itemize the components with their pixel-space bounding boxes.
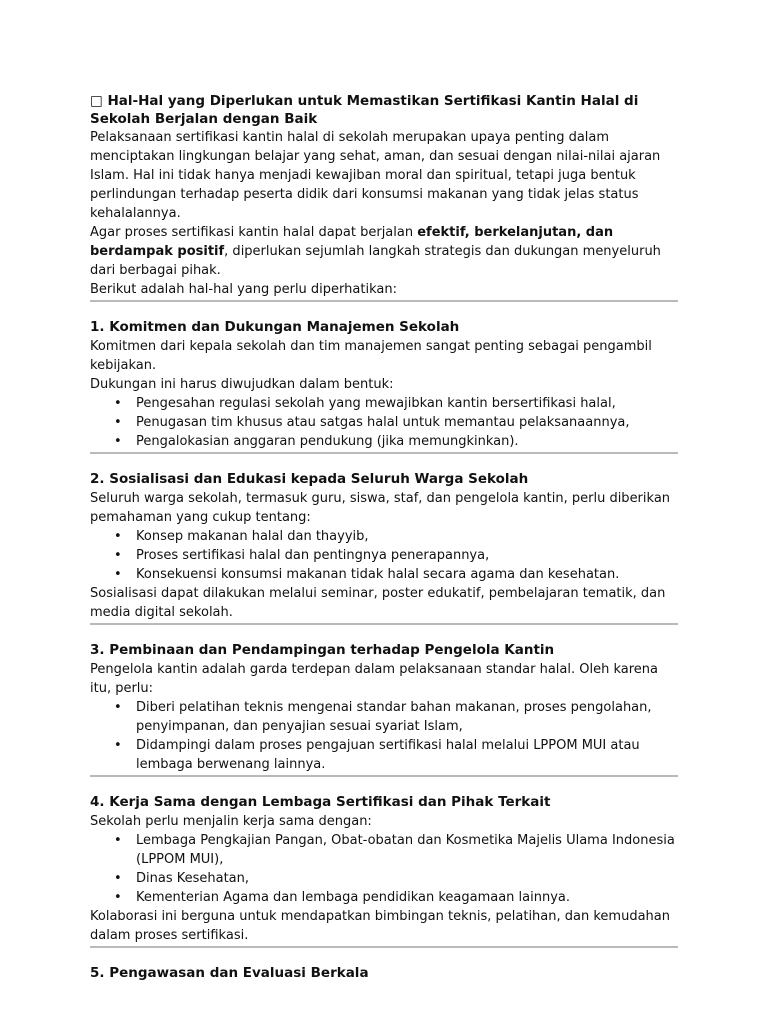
bullet-icon: • (114, 434, 122, 449)
section-3-list (90, 698, 678, 774)
section-divider (90, 452, 678, 454)
list-item-text: Kementerian Agama dan lembaga pendidikan keagamaan lainnya. (136, 890, 571, 905)
list-item-text: Diberi pelatihan teknis mengenai standar bahan makanan, proses pengolahan, penyimpanan, dan penyajian sesuai syariat Islam, (136, 700, 652, 734)
section-divider (90, 623, 678, 625)
list-item-text: Lembaga Pengkajian Pangan, Obat-obatan dan Kosmetika Majelis Ulama Indonesia (LPPOM MUI), (136, 833, 675, 867)
section-1-paragraph-2: Dukungan ini harus diwujudkan dalam bentuk: (90, 377, 394, 392)
bullet-icon: • (114, 396, 122, 411)
list-item-text: Didampingi dalam proses pengajuan sertifikasi halal melalui LPPOM MUI atau lembaga berwenang lainnya. (136, 738, 640, 772)
list-item-text: Dinas Kesehatan, (136, 871, 250, 886)
list-item (90, 546, 678, 565)
bullet-icon: • (114, 738, 122, 753)
list-item-text: Pengesahan regulasi sekolah yang mewajibkan kantin bersertifikasi halal, (136, 396, 616, 411)
intro-text-before: Agar proses sertifikasi kantin halal dapat berjalan (90, 225, 418, 240)
list-item (90, 394, 678, 413)
bullet-icon: • (114, 890, 122, 905)
section-1-paragraph-1: Komitmen dari kepala sekolah dan tim manajemen sangat penting sebagai pengambil kebijakan. (90, 339, 652, 373)
section-1-list (90, 394, 678, 451)
section-divider (90, 300, 678, 302)
section-3-title: 3. Pembinaan dan Pendampingan terhadap Pengelola Kantin (90, 642, 555, 658)
section-2-title: 2. Sosialisasi dan Edukasi kepada Seluruh Warga Sekolah (90, 471, 529, 487)
intro-paragraph-2 (90, 223, 678, 280)
list-item (90, 888, 678, 907)
list-item (90, 527, 678, 546)
section-2-paragraph-2: Sosialisasi dapat dilakukan melalui seminar, poster edukatif, pembelajaran tematik, dan media digital sekolah. (90, 586, 666, 620)
list-item-text: Pengalokasian anggaran pendukung (jika memungkinkan). (136, 434, 519, 449)
section-4-title: 4. Kerja Sama dengan Lembaga Sertifikasi dan Pihak Terkait (90, 794, 551, 810)
intro-paragraph-3: Berikut adalah hal-hal yang perlu diperhatikan: (90, 282, 397, 297)
list-item (90, 698, 678, 736)
list-item (90, 831, 678, 869)
list-item (90, 736, 678, 774)
document-title: □ Hal-Hal yang Diperlukan untuk Memastikan Sertifikasi Kantin Halal di Sekolah Berjalan dengan Baik (90, 93, 639, 127)
section-2-list (90, 527, 678, 584)
section-3-paragraph-1: Pengelola kantin adalah garda terdepan dalam pelaksanaan standar halal. Oleh karena itu, perlu: (90, 662, 659, 696)
intro-paragraph-1: Pelaksanaan sertifikasi kantin halal di sekolah merupakan upaya penting dalam menciptakan lingkungan belajar yang sehat, aman, dan sesuai dengan nilai-nilai ajaran Islam. Hal ini tidak hanya menjadi kewajiban moral dan spiritual, tetapi juga bentuk perlindungan terhadap peserta didik dari konsumsi makanan yang tidak jelas status kehalalannya. (90, 130, 661, 221)
list-item (90, 869, 678, 888)
list-item (90, 432, 678, 451)
section-4-list (90, 831, 678, 907)
section-divider (90, 946, 678, 948)
section-4-paragraph-2: Kolaborasi ini berguna untuk mendapatkan bimbingan teknis, pelatihan, dan kemudahan dalam proses sertifikasi. (90, 909, 670, 943)
bullet-icon: • (114, 548, 122, 563)
list-item-text: Konsekuensi konsumsi makanan tidak halal secara agama dan kesehatan. (136, 567, 620, 582)
bullet-icon: • (114, 415, 122, 430)
bullet-icon: • (114, 871, 122, 886)
list-item-text: Konsep makanan halal dan thayyib, (136, 529, 369, 544)
list-item-text: Proses sertifikasi halal dan pentingnya penerapannya, (136, 548, 490, 563)
section-1-title: 1. Komitmen dan Dukungan Manajemen Sekolah (90, 319, 460, 335)
bullet-icon: • (114, 529, 122, 544)
list-item-text: Penugasan tim khusus atau satgas halal untuk memantau pelaksanaannya, (136, 415, 630, 430)
list-item (90, 413, 678, 432)
bullet-icon: • (114, 833, 122, 848)
intro-text-after: , diperlukan sejumlah langkah strategis dan dukungan menyeluruh dari berbagai pihak. (90, 244, 661, 278)
section-4-paragraph-1: Sekolah perlu menjalin kerja sama dengan: (90, 814, 372, 829)
bullet-icon: • (114, 567, 122, 582)
list-item (90, 565, 678, 584)
intro-bold-text: efektif, berkelanjutan, dan berdampak positif (90, 225, 614, 259)
section-divider (90, 775, 678, 777)
section-2-paragraph-1: Seluruh warga sekolah, termasuk guru, siswa, staf, dan pengelola kantin, perlu diberikan pemahaman yang cukup tentang: (90, 491, 671, 525)
section-5-title: 5. Pengawasan dan Evaluasi Berkala (90, 965, 369, 981)
bullet-icon: • (114, 700, 122, 715)
